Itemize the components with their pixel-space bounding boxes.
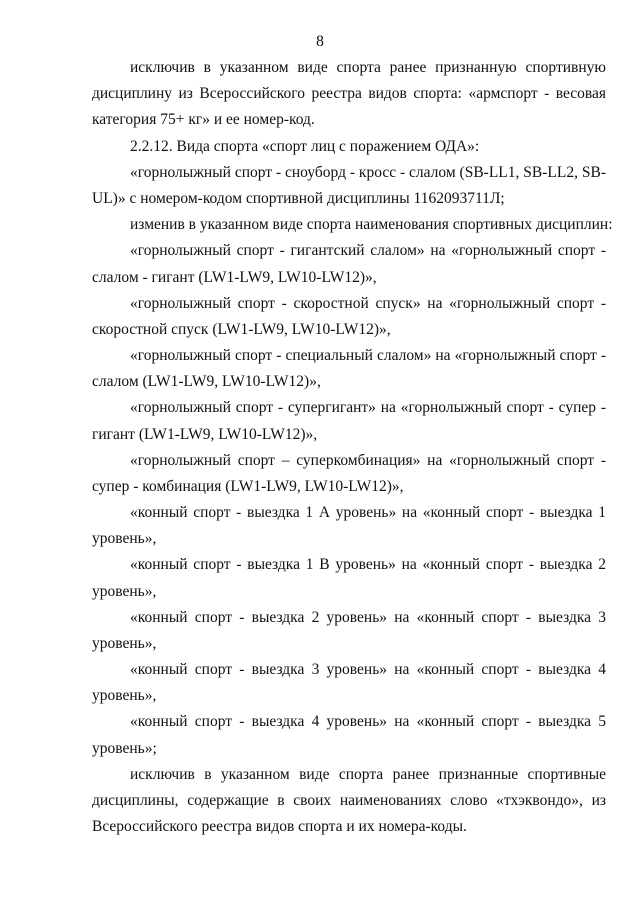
text-line: «конный спорт - выездка 1 А уровень» на «конный спорт - выездка 1 [130, 504, 606, 521]
text-line: уровень»; [92, 740, 157, 757]
text-line: слалом (LW1-LW9, LW10-LW12)», [92, 373, 321, 390]
text-line: «конный спорт - выездка 4 уровень» на «конный спорт - выездка 5 [130, 713, 606, 730]
page-number: 8 [316, 33, 324, 50]
text-line: 2.2.12. Вида спорта «спорт лиц с поражением ОДА»: [130, 138, 480, 155]
text-line: «конный спорт - выездка 1 В уровень» на «конный спорт - выездка 2 [130, 556, 606, 573]
text-line: категория 75+ кг» и ее номер-код. [92, 111, 315, 128]
text-line: уровень», [92, 635, 157, 652]
text-line: уровень», [92, 583, 157, 600]
text-line: скоростной спуск (LW1-LW9, LW10-LW12)», [92, 321, 391, 338]
text-line: «горнолыжный спорт - скоростной спуск» на «горнолыжный спорт - [130, 295, 606, 312]
text-line: исключив в указанном виде спорта ранее признанную спортивную [130, 59, 606, 76]
text-line: дисциплину из Всероссийского реестра видов спорта: «армспорт - весовая [92, 85, 606, 102]
text-line: Всероссийского реестра видов спорта и их номера-коды. [92, 818, 467, 835]
text-line: уровень», [92, 530, 157, 547]
text-line: «конный спорт - выездка 3 уровень» на «конный спорт - выездка 4 [130, 661, 606, 678]
text-line: «горнолыжный спорт - специальный слалом» на «горнолыжный спорт - [130, 347, 606, 364]
text-line: «горнолыжный спорт - гигантский слалом» на «горнолыжный спорт - [130, 242, 606, 259]
text-line: «горнолыжный спорт - сноуборд - кросс - слалом (SB-LL1, SB-LL2, SB- [130, 164, 606, 181]
text-line: слалом - гигант (LW1-LW9, LW10-LW12)», [92, 269, 377, 286]
text-line: гигант (LW1-LW9, LW10-LW12)», [92, 426, 318, 443]
text-line: UL)» с номером-кодом спортивной дисциплины 1162093711Л; [92, 190, 505, 207]
text-line: изменив в указанном виде спорта наименования спортивных дисциплин: [130, 216, 613, 233]
text-line: дисциплины, содержащие в своих наименованиях слово «тхэквондо», из [92, 792, 606, 809]
text-line: уровень», [92, 687, 157, 704]
text-line: исключив в указанном виде спорта ранее признанные спортивные [130, 766, 606, 783]
text-line: супер - комбинация (LW1-LW9, LW10-LW12)», [92, 478, 404, 495]
text-line: «конный спорт - выездка 2 уровень» на «конный спорт - выездка 3 [130, 609, 606, 626]
text-line: «горнолыжный спорт - супергигант» на «горнолыжный спорт - супер - [130, 399, 606, 416]
text-line: «горнолыжный спорт – суперкомбинация» на «горнолыжный спорт - [130, 452, 606, 469]
